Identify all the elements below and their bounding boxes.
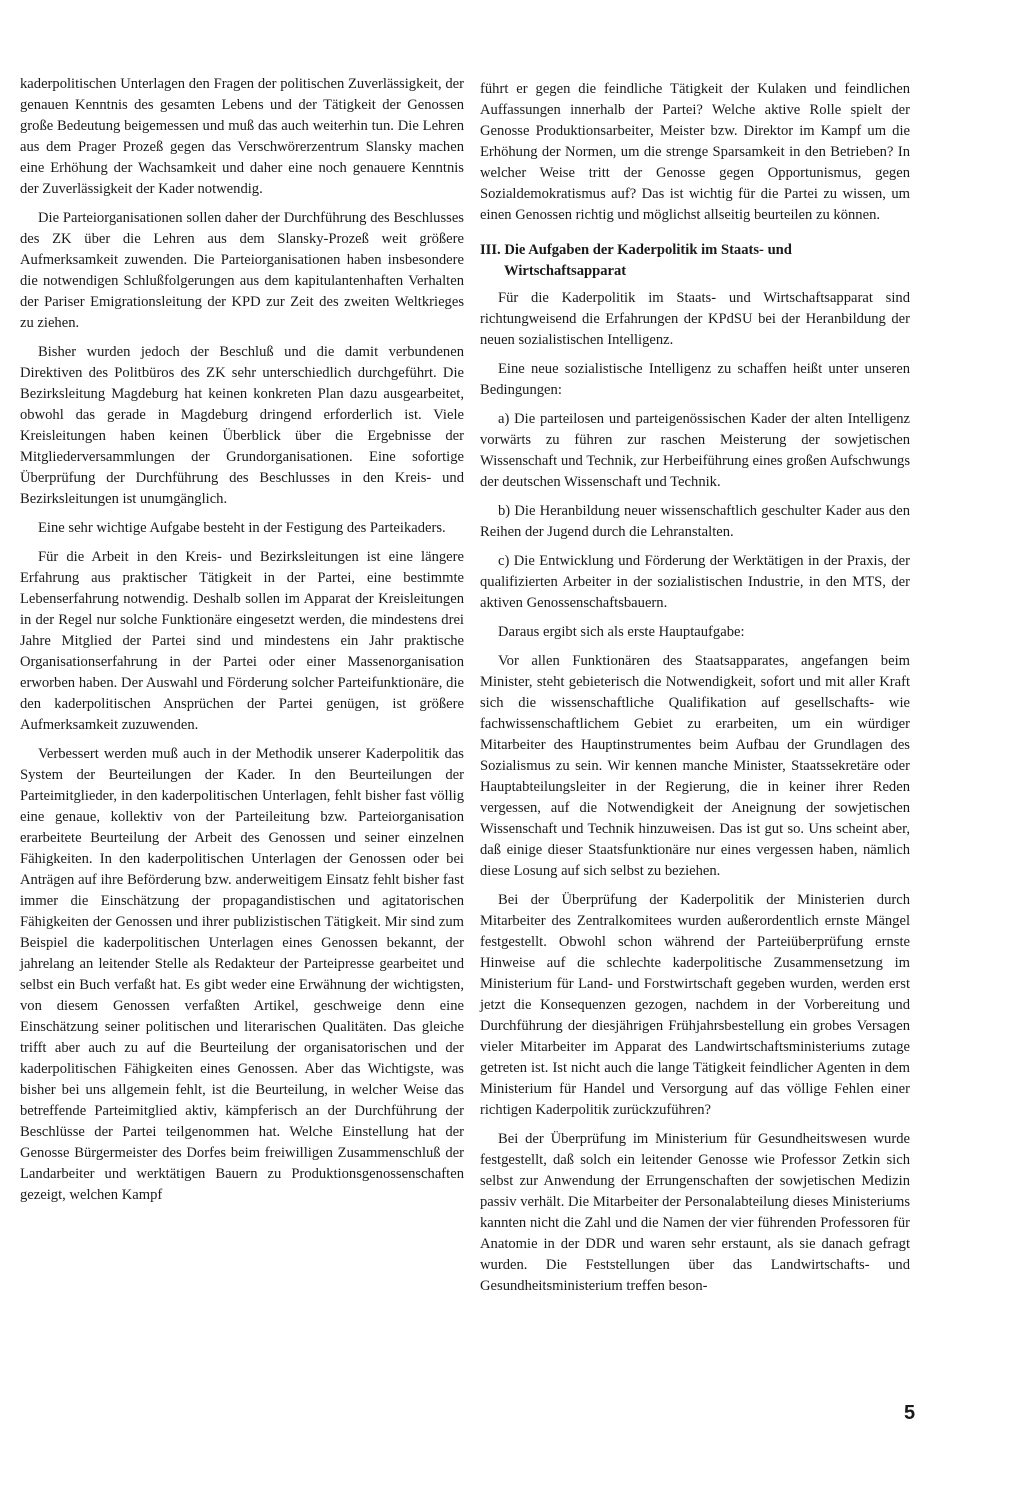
paragraph: kaderpolitischen Unterlagen den Fragen der politischen Zuverlässigkeit, der genauen Kenntnis des gesamten Lebens und der Tätigkeit der Genossen große Bedeutung beigemessen und muß das auch weiterhin tun. Die Lehren aus dem Prager Prozeß gegen das Verschwörerzentrum Slansky machen eine Erhöhung der Wachsamkeit und daher eine noch genauere Kenntnis der Zuverlässigkeit der Kader notwendig.	[20, 76, 464, 197]
list-item: b) Die Heranbildung neuer wissenschaftlich geschulter Kader aus den Reihen der Jugend durch die Lehranstalten.	[480, 503, 910, 540]
paragraph: Vor allen Funktionären des Staatsapparates, angefangen beim Minister, steht gebieterisch die Notwendigkeit, sofort und mit aller Kraft sich die wissenschaftliche Qualifikation auf gesellschafts- wie fachwissenschaftlichem Gebiet zu erarbeiten, um ein würdiger Mitarbeiter des Hauptinstrumentes beim Aufbau der Grundlagen des Sozialismus zu sein. Wir kennen manche Minister, Staatssekretäre oder Hauptabteilungsleiter in der Regierung, die in keiner ihrer Reden vergessen, auf die Notwendigkeit der Aneignung der sowjetischen Wissenschaft und Technik hinzuweisen. Das ist gut so. Uns scheint aber, daß einige dieser Staatsfunktionäre nur eines vergessen haben, nämlich diese Losung auf sich selbst zu beziehen.	[480, 653, 910, 879]
paragraph: führt er gegen die feindliche Tätigkeit der Kulaken und feindlichen Auffassungen innerhalb der Partei? Welche aktive Rolle spielt der Genosse Produktionsarbeiter, Meister bzw. Direktor im Kampf um die Erhöhung der Normen, um die strenge Sparsamkeit in den Betrieben? In welcher Weise tritt der Genosse gegen Opportunismus, gegen Sozialdemokratismus auf? Das ist wichtig für die Partei zu wissen, um einen Genossen richtig und möglichst allseitig beurteilen zu können.	[480, 81, 910, 223]
paragraph: Bisher wurden jedoch der Beschluß und die damit verbundenen Direktiven des Politbüros des ZK sehr unterschiedlich durchgeführt. Die Bezirksleitung Magdeburg hat keinen konkreten Plan dazu ausgearbeitet, obwohl das gerade in Magdeburg dringend erforderlich ist. Viele Kreisleitungen haben keinen Überblick über die Ergebnisse der Mitgliederversammlungen der Grundorganisationen. Eine sofortige Überprüfung der Durchführung des Beschlusses in den Kreis- und Bezirksleitungen ist unumgänglich.	[20, 344, 464, 507]
page-number: 5	[904, 1402, 916, 1424]
paragraph: Für die Arbeit in den Kreis- und Bezirksleitungen ist eine längere Erfahrung aus praktischer Tätigkeit in der Partei, eine bestimmte Lebenserfahrung notwendig. Deshalb sollen im Apparat der Kreisleitungen in der Regel nur solche Funktionäre eingesetzt werden, die mindestens drei Jahre Mitglied der Partei sind und mindestens ein Jahr praktische Organisationserfahrung in der Partei oder einer Massenorganisation erworben haben. Der Auswahl und Förderung solcher Parteifunktionäre, die den kaderpolitischen Ansprüchen der Partei genügen, ist größere Aufmerksamkeit zuzuwenden.	[20, 549, 464, 733]
paragraph: Eine sehr wichtige Aufgabe besteht in der Festigung des Parteikaders.	[38, 520, 446, 536]
paragraph: Bei der Überprüfung der Kaderpolitik der Ministerien durch Mitarbeiter des Zentralkomitees wurden außerordentlich ernste Mängel festgestellt. Obwohl schon während der Parteiüberprüfung ernste Hinweise auf die schlechte kaderpolitische Zusammensetzung im Ministerium für Land- und Forstwirtschaft gegeben wurden, werden erst jetzt die Konsequenzen gezogen, nachdem in der Vorbereitung und Durchführung der diesjährigen Frühjahrsbestellung ein grobes Versagen vieler Mitarbeiter im Apparat des Landwirtschaftsministeriums zutage getreten ist. Ist nicht auch die lange Tätigkeit feindlicher Agenten in dem Ministerium für Handel und Versorgung auf das völlige Fehlen einer richtigen Kaderpolitik zurückzuführen?	[480, 892, 910, 1118]
list-item: a) Die parteilosen und parteigenössischen Kader der alten Intelligenz vorwärts zu führen zur raschen Meisterung der sowjetischen Wissenschaft und Technik, zur Herbeiführung eines großen Aufschwungs der deutschen Wissenschaft und Technik.	[480, 411, 910, 490]
right-column	[480, 79, 910, 1305]
paragraph: Daraus ergibt sich als erste Hauptaufgabe:	[498, 624, 745, 640]
paragraph: Bei der Überprüfung im Ministerium für Gesundheitswesen wurde festgestellt, daß solch ein leitender Genosse wie Professor Zetkin sich selbst zur Anwendung der Errungenschaften der sowjetischen Medizin passiv verhält. Die Mitarbeiter der Personalabteilung dieses Ministeriums kannten nicht die Zahl und die Namen der vier führenden Professoren für Anatomie in der DDR und waren sehr erstaunt, als sie danach gefragt wurden. Die Feststellungen über das Landwirtschafts- und Gesundheitsministerium treffen beson-	[480, 1131, 910, 1294]
section-heading-line1: III. Die Aufgaben der Kaderpolitik im Staats- und	[480, 242, 792, 258]
paragraph: Eine neue sozialistische Intelligenz zu schaffen heißt unter unseren Bedingungen:	[480, 361, 910, 398]
section-heading-line2: Wirtschaftsapparat	[504, 263, 627, 279]
paragraph: Die Parteiorganisationen sollen daher der Durchführung des Beschlusses des ZK über die Lehren aus dem Slansky-Prozeß weit größere Aufmerksamkeit zuwenden. Die Parteiorganisationen haben insbesondere die notwendigen Schlußfolgerungen aus dem kapitulantenhaften Verhalten der Pariser Emigrationsleitung der KPD zur Zeit des zweiten Weltkrieges zu ziehen.	[20, 210, 464, 331]
section-heading	[480, 240, 910, 282]
left-column	[20, 74, 464, 1214]
paragraph: Für die Kaderpolitik im Staats- und Wirtschaftsapparat sind richtungweisend die Erfahrungen der KPdSU bei der Heranbildung der neuen sozialistischen Intelligenz.	[480, 290, 910, 348]
paragraph: Verbessert werden muß auch in der Methodik unserer Kaderpolitik das System der Beurteilungen der Kader. In den Beurteilungen der Parteimitglieder, in den kaderpolitischen Unterlagen, fehlt bisher fast völlig eine genaue, kollektiv von der Parteileitung bzw. Parteiorganisation erarbeitete Beurteilung der Arbeit des Genossen und seiner einzelnen Fähigkeiten. In den kaderpolitischen Unterlagen der Genossen oder bei Anträgen auf ihre Beförderung bzw. anderweitigem Einsatz fehlt bisher fast immer die Einschätzung der propagandistischen und agitatorischen Fähigkeiten der Genossen und ihrer publizistischen Tätigkeit. Mir sind zum Beispiel die kaderpolitischen Unterlagen eines Genossen bekannt, der jahrelang an leitender Stelle als Redakteur der Parteipresse gearbeitet und selbst ein Buch verfaßt hat. Es gibt weder eine Erwähnung der wichtigsten, von diesem Genossen verfaßten Artikel, geschweige denn eine Einschätzung seiner politischen und literarischen Qualitäten. Das gleiche trifft aber auch zu auf die Beurteilung der organisatorischen und der kaderpolitischen Fähigkeiten eines Genossen. Aber das Wichtigste, was bisher bei uns allgemein fehlt, ist die Beurteilung, in welcher Weise das betreffende Parteimitglied aktiv, kämpferisch an der Durchführung der Beschlüsse der Partei teilgenommen hat. Welche Einstellung hat der Genosse Bürgermeister des Dorfes beim freiwilligen Zusammenschluß der Landarbeiter und werktätigen Bauern zu Produktionsgenossenschaften gezeigt, welchen Kampf	[20, 746, 464, 1203]
list-item: c) Die Entwicklung und Förderung der Werktätigen in der Praxis, der qualifizierten Arbeiter in der sozialistischen Industrie, in den MTS, der aktiven Genossenschaftsbauern.	[480, 553, 910, 611]
